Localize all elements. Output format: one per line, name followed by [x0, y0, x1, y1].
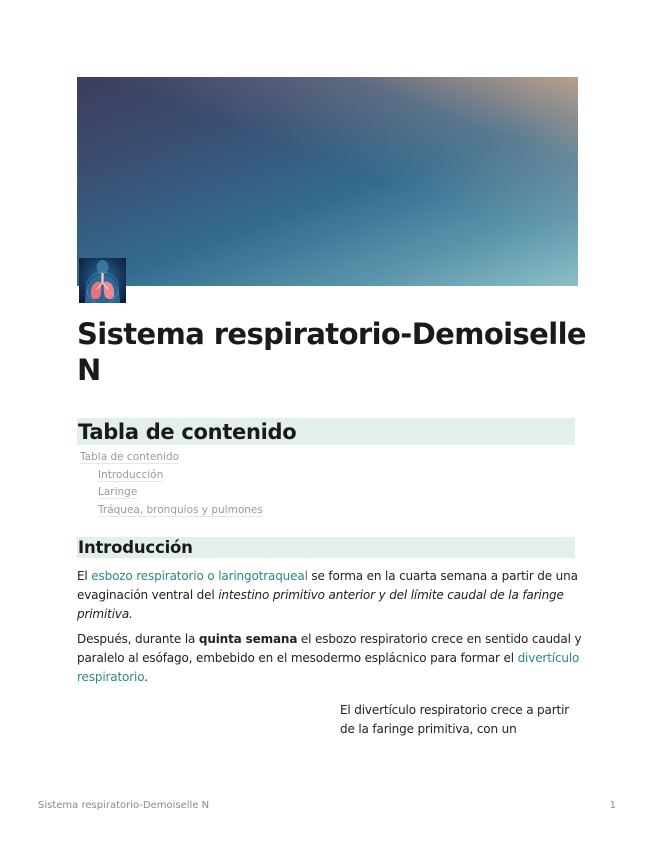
link-diverticulo-respiratorio[interactable]: divertículo respiratorio — [77, 651, 580, 684]
side-column-text: El divertículo respiratorio crece a partir de la faringe primitiva, con un — [340, 703, 570, 736]
paragraph-intro-2: Después, durante la quinta semana el esbozo respiratorio crece en sentido caudal y paralelo al esófago, embebido en el mesodermo esplácnico para formar el divertículo respiratorio. — [77, 632, 582, 684]
footer-title: Sistema respiratorio-Demoiselle N — [38, 800, 210, 811]
toc-link-tabla[interactable]: Tabla de contenido — [80, 451, 180, 463]
link-esbozo-respiratorio[interactable]: esbozo respiratorio o laringotraqueal — [91, 569, 308, 583]
toc-link-laringe[interactable]: Laringe — [98, 486, 138, 498]
lungs-anatomy-icon — [79, 258, 126, 303]
footer-page-number: 1 — [609, 800, 616, 811]
paragraph-intro-1: El esbozo respiratorio o laringotraqueal se forma en la cuarta semana a partir de una evaginación ventral del intestino primitivo anterior y del límite caudal de la faringe primitiva. — [77, 569, 578, 621]
table-of-contents — [80, 449, 263, 519]
toc-heading: Tabla de contenido — [77, 418, 575, 445]
emphasis-text: intestino primitivo anterior y del límite caudal de la faringe primitiva. — [77, 588, 564, 621]
page-title: Sistema respiratorio-Demoiselle N — [77, 317, 586, 387]
toc-link-traquea[interactable]: Tráquea, bronquios y pulmones — [98, 503, 263, 516]
strong-text: quinta semana — [198, 632, 298, 646]
section-heading-introduccion: Introducción — [77, 537, 575, 558]
toc-link-introduccion[interactable]: Introducción — [98, 468, 164, 481]
cover-image — [77, 77, 578, 286]
